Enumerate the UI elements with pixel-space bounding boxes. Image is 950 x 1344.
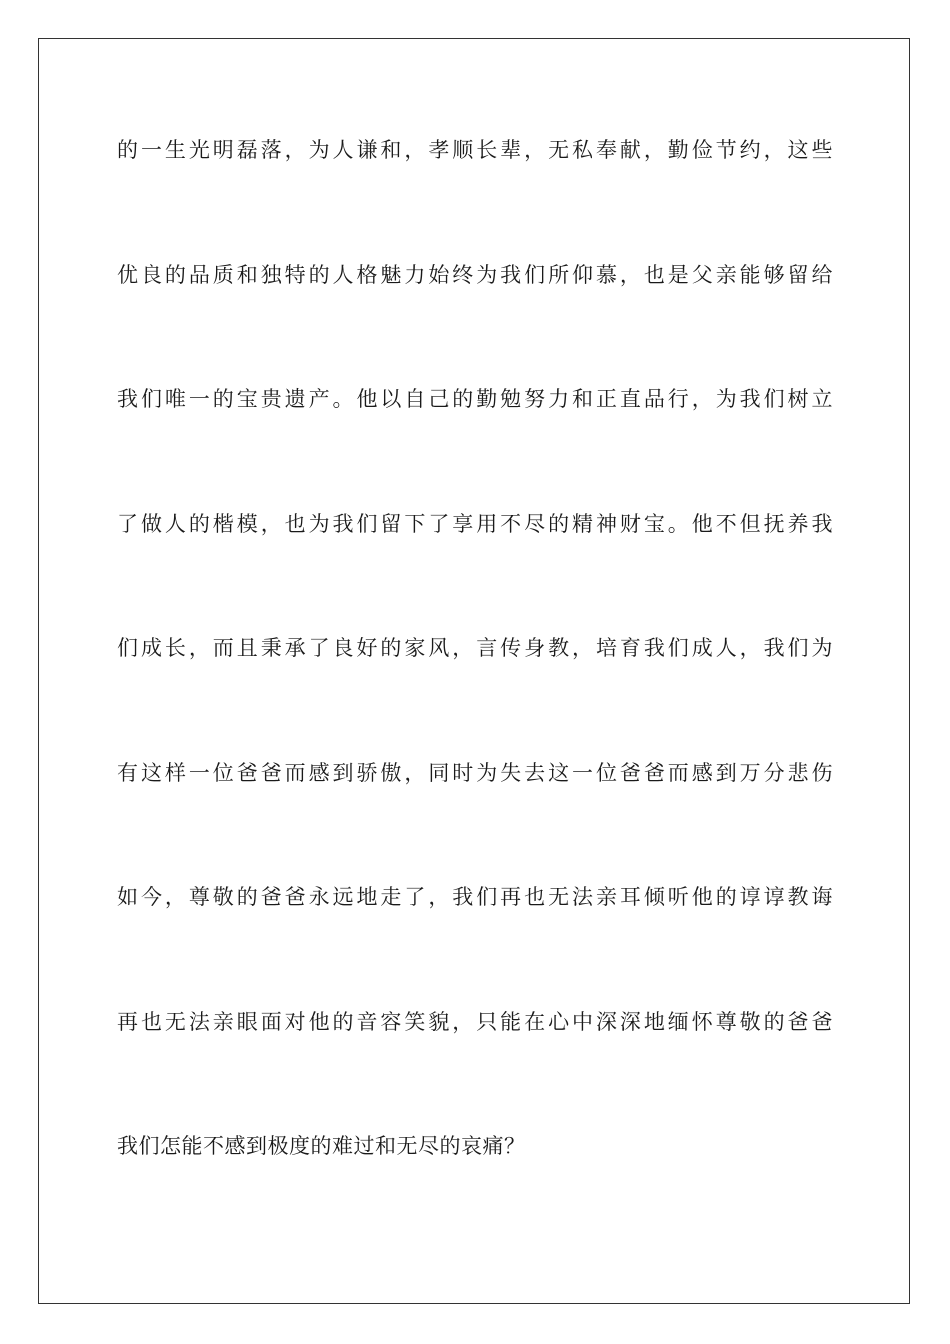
page-frame [38,38,910,1304]
paragraph-line-6: 有这样一位爸爸而感到骄傲，同时为失去这一位爸爸而感到万分悲伤 [117,761,833,785]
paragraph-line-5: 们成长，而且秉承了良好的家风，言传身教，培育我们成人，我们为 [117,636,833,660]
paragraph-line-2: 优良的品质和独特的人格魅力始终为我们所仰慕，也是父亲能够留给 [117,263,833,287]
paragraph-line-3: 我们唯一的宝贵遗产。他以自己的勤勉努力和正直品行，为我们树立 [117,387,833,411]
paragraph-line-1: 的一生光明磊落，为人谦和，孝顺长辈，无私奉献，勤俭节约，这些 [117,138,833,162]
paragraph-line-9: 我们怎能不感到极度的难过和无尽的哀痛？ [117,1134,526,1158]
paragraph-line-7: 如今，尊敬的爸爸永远地走了，我们再也无法亲耳倾听他的谆谆教诲 [117,885,833,909]
paragraph-line-8: 再也无法亲眼面对他的音容笑貌，只能在心中深深地缅怀尊敬的爸爸 [117,1010,833,1034]
paragraph-line-4: 了做人的楷模，也为我们留下了享用不尽的精神财宝。他不但抚养我 [117,512,833,536]
